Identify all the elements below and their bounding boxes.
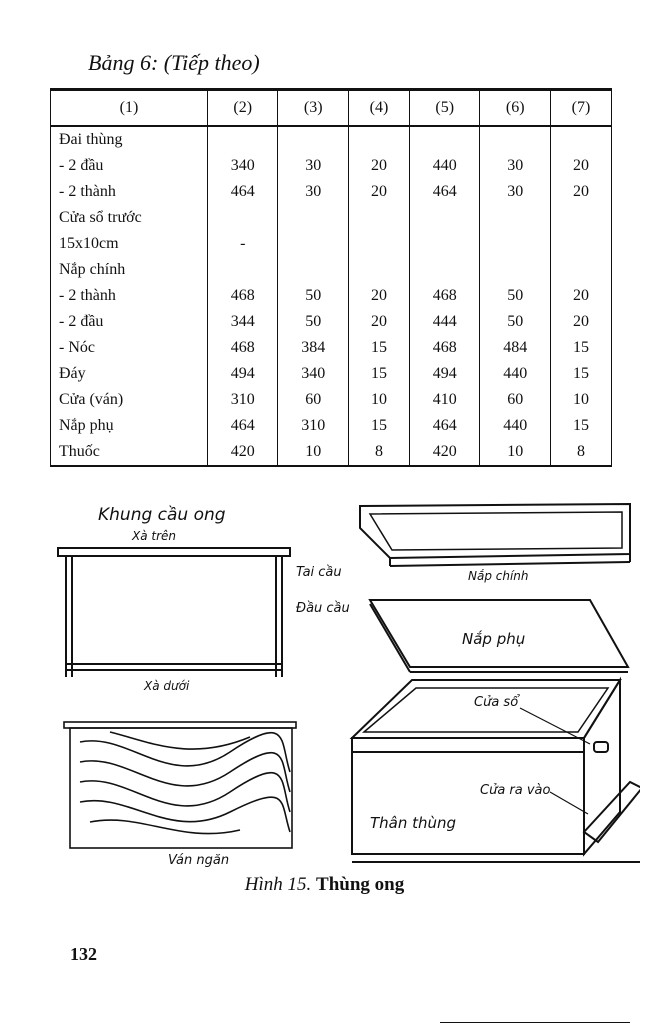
- hive-frame-drawing: [58, 548, 290, 677]
- table-row: [51, 361, 612, 387]
- row-label: - 2 đầu: [51, 153, 208, 179]
- table-cell: 440: [480, 413, 550, 439]
- table-row: [51, 413, 612, 439]
- label-end-bar: Đầu cầu: [296, 601, 350, 616]
- label-main-lid: Nắp chính: [468, 569, 529, 583]
- table-cell: 494: [409, 361, 479, 387]
- table-cell: 344: [208, 309, 278, 335]
- table-cell: [208, 257, 278, 283]
- table-cell: [550, 126, 611, 153]
- row-label: 15x10cm: [51, 231, 208, 257]
- table-cell: 8: [550, 439, 611, 466]
- table-cell: 20: [550, 153, 611, 179]
- table-cell: [550, 257, 611, 283]
- row-label: Cửa sổ trước: [51, 205, 208, 231]
- label-top-bar: Xà trên: [132, 529, 177, 543]
- table-cell: 15: [348, 413, 409, 439]
- table-cell: 30: [278, 179, 348, 205]
- table-cell: 10: [278, 439, 348, 466]
- label-bottom-bar: Xà dưới: [144, 679, 190, 693]
- row-label: - 2 thành: [51, 179, 208, 205]
- table-cell: 444: [409, 309, 479, 335]
- table-cell: 464: [208, 179, 278, 205]
- table-cell: [348, 205, 409, 231]
- table-cell: 410: [409, 387, 479, 413]
- table-cell: [208, 205, 278, 231]
- table-row: [51, 153, 612, 179]
- table-cell: 20: [348, 153, 409, 179]
- table-cell: 50: [480, 309, 550, 335]
- table-cell: 20: [348, 309, 409, 335]
- table-cell: [278, 126, 348, 153]
- table-cell: 10: [348, 387, 409, 413]
- table-cell: 50: [278, 283, 348, 309]
- table-cell: 340: [208, 153, 278, 179]
- column-header: (1): [51, 90, 208, 127]
- divider-board-drawing: [64, 722, 296, 848]
- label-window: Cửa sổ: [474, 695, 519, 710]
- table-cell: 464: [409, 413, 479, 439]
- table-cell: 468: [409, 283, 479, 309]
- table-cell: 10: [550, 387, 611, 413]
- table-cell: 20: [348, 283, 409, 309]
- row-label: - 2 đầu: [51, 309, 208, 335]
- table-row: [51, 309, 612, 335]
- footer-rule: [440, 1022, 630, 1023]
- table-cell: 20: [550, 283, 611, 309]
- table-cell: [278, 205, 348, 231]
- table-row: [51, 257, 612, 283]
- row-label: - 2 thành: [51, 283, 208, 309]
- row-label: Đáy: [51, 361, 208, 387]
- label-pointers: [520, 708, 590, 814]
- table-cell: [550, 205, 611, 231]
- column-header: (3): [278, 90, 348, 127]
- row-label: Đai thùng: [51, 126, 208, 153]
- table-cell: 310: [208, 387, 278, 413]
- table-cell: 50: [480, 283, 550, 309]
- table-cell: [550, 231, 611, 257]
- table-row: [51, 231, 612, 257]
- row-label: Nắp chính: [51, 257, 208, 283]
- table-cell: 310: [278, 413, 348, 439]
- table-cell: 60: [480, 387, 550, 413]
- table-row: [51, 335, 612, 361]
- table-row: [51, 387, 612, 413]
- table-body: [51, 126, 612, 466]
- table-cell: 340: [278, 361, 348, 387]
- table-row: [51, 205, 612, 231]
- table-cell: 60: [278, 387, 348, 413]
- table-cell: 420: [208, 439, 278, 466]
- table-cell: 468: [208, 335, 278, 361]
- table-row: [51, 283, 612, 309]
- table-cell: [348, 126, 409, 153]
- beehive-illustration: [50, 492, 640, 872]
- table-cell: 30: [278, 153, 348, 179]
- label-board: Ván ngăn: [168, 853, 230, 868]
- row-label: - Nóc: [51, 335, 208, 361]
- figure-number: Hình 15.: [244, 874, 312, 895]
- page-number: 132: [70, 944, 97, 964]
- table-cell: [278, 257, 348, 283]
- table-cell: [409, 257, 479, 283]
- table-row: [51, 439, 612, 466]
- label-body: Thân thùng: [370, 814, 457, 832]
- main-lid-drawing: [360, 504, 630, 566]
- table-cell: 50: [278, 309, 348, 335]
- table-cell: 20: [550, 309, 611, 335]
- table-cell: 8: [348, 439, 409, 466]
- label-sub-lid: Nắp phụ: [462, 630, 526, 648]
- label-ear: Tai cầu: [296, 565, 342, 580]
- table-cell: -: [208, 231, 278, 257]
- label-entrance: Cửa ra vào: [480, 783, 551, 798]
- table-cell: 20: [550, 179, 611, 205]
- table-cell: 10: [480, 439, 550, 466]
- table-cell: 464: [409, 179, 479, 205]
- table-header-row: [51, 90, 612, 127]
- column-header: (7): [550, 90, 611, 127]
- label-frame-title: Khung cầu ong: [98, 505, 226, 525]
- row-label: Thuốc: [51, 439, 208, 466]
- table-cell: 15: [550, 361, 611, 387]
- table-caption: Bảng 6: (Tiếp theo): [88, 50, 260, 75]
- table-cell: [480, 257, 550, 283]
- dimensions-table: [50, 88, 612, 467]
- table-cell: [348, 231, 409, 257]
- table-row: [51, 126, 612, 153]
- table-cell: 15: [348, 335, 409, 361]
- table-cell: 468: [208, 283, 278, 309]
- table-row: [51, 179, 612, 205]
- table-cell: [409, 205, 479, 231]
- table-cell: 15: [348, 361, 409, 387]
- table-cell: [480, 231, 550, 257]
- table-cell: 384: [278, 335, 348, 361]
- column-header: (2): [208, 90, 278, 127]
- table-cell: [348, 257, 409, 283]
- table-cell: 440: [409, 153, 479, 179]
- table-cell: 30: [480, 153, 550, 179]
- table-cell: [278, 231, 348, 257]
- row-label: Cửa (ván): [51, 387, 208, 413]
- table-cell: 30: [480, 179, 550, 205]
- column-header: (4): [348, 90, 409, 127]
- table-cell: 468: [409, 335, 479, 361]
- row-label: Nắp phụ: [51, 413, 208, 439]
- table-cell: [480, 205, 550, 231]
- column-header: (5): [409, 90, 479, 127]
- figure-caption: [0, 874, 649, 896]
- table-cell: 15: [550, 335, 611, 361]
- table-cell: [208, 126, 278, 153]
- table-cell: 440: [480, 361, 550, 387]
- table-cell: 20: [348, 179, 409, 205]
- table-cell: [480, 126, 550, 153]
- table-cell: 420: [409, 439, 479, 466]
- table-cell: 15: [550, 413, 611, 439]
- table-cell: 484: [480, 335, 550, 361]
- table-cell: [409, 126, 479, 153]
- table-cell: 464: [208, 413, 278, 439]
- figure-title: Thùng ong: [316, 874, 405, 895]
- column-header: (6): [480, 90, 550, 127]
- table-cell: 494: [208, 361, 278, 387]
- table-cell: [409, 231, 479, 257]
